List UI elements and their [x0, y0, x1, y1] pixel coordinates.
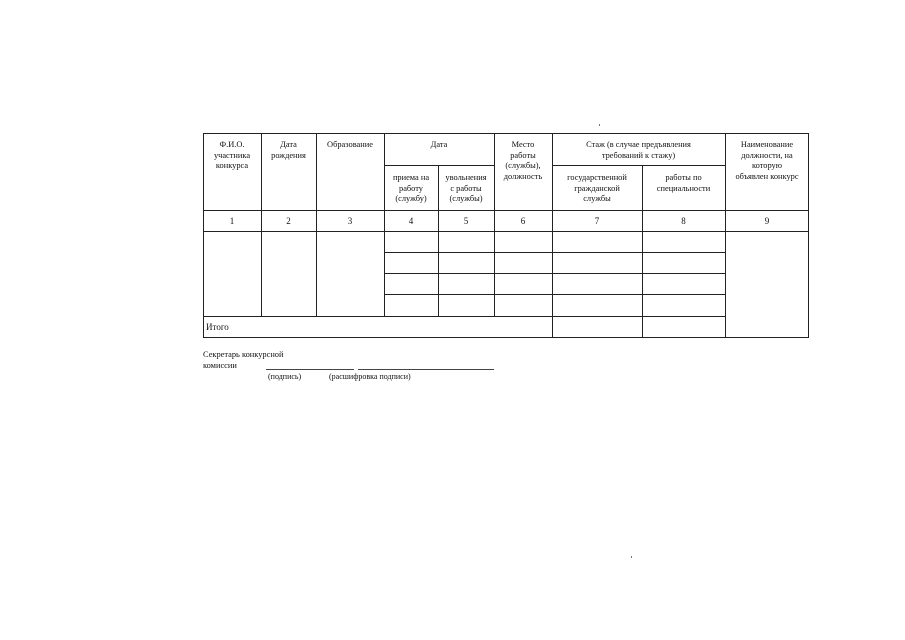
total-row-top-line — [203, 316, 725, 317]
column-number: 9 — [764, 216, 770, 226]
header-dismissal-date: увольнения с работы (службы) — [445, 173, 487, 203]
signature-line — [266, 369, 354, 370]
column-number: 6 — [520, 216, 526, 226]
scan-speck — [599, 124, 600, 126]
body-row-line — [384, 273, 725, 274]
header-fio: Ф.И.О. участника конкурса — [213, 140, 251, 170]
header-workplace: Место работы (службы), должность — [503, 140, 543, 181]
table-border-bottom — [203, 337, 809, 338]
column-number: 4 — [408, 216, 414, 226]
signature-hint: (подпись) — [268, 372, 302, 381]
column-numbers-bottom-line — [203, 231, 809, 232]
column-divider — [552, 133, 553, 338]
column-number: 3 — [347, 216, 353, 226]
body-row-line — [384, 294, 725, 295]
header-experience-group: Стаж (в случае предъявления требований к стажу) — [586, 140, 691, 160]
column-numbers-top-line — [203, 210, 809, 211]
column-number: 1 — [229, 216, 235, 226]
transcript-hint: (расшифровка подписи) — [329, 372, 411, 381]
secretary-label: Секретарь конкурсной комиссии — [203, 350, 284, 370]
header-hire-date: приема на работу (службу) — [392, 173, 430, 203]
secretary-signature-block — [203, 350, 523, 390]
body-row-line — [384, 252, 725, 253]
header-civil-service: государственной гражданской службы — [567, 173, 627, 203]
scan-speck — [631, 556, 632, 558]
header-position-name: Наименование должности, на которую объявлен конкурс — [735, 140, 799, 181]
experience-subheader-line — [552, 165, 725, 166]
table-border-top — [203, 133, 809, 134]
header-specialty-work: работы по специальности — [656, 173, 711, 193]
column-number: 2 — [286, 216, 291, 226]
transcript-line — [358, 369, 494, 370]
date-subheader-line — [384, 165, 494, 166]
column-number: 8 — [681, 216, 686, 226]
competition-participants-table — [203, 133, 809, 338]
header-education: Образование — [327, 140, 373, 149]
column-number: 7 — [594, 216, 600, 226]
header-date-group: Дата — [430, 140, 448, 149]
header-birth-date: Дата рождения — [271, 140, 306, 160]
column-number: 5 — [463, 216, 469, 226]
total-row-label: Итого — [206, 322, 229, 332]
